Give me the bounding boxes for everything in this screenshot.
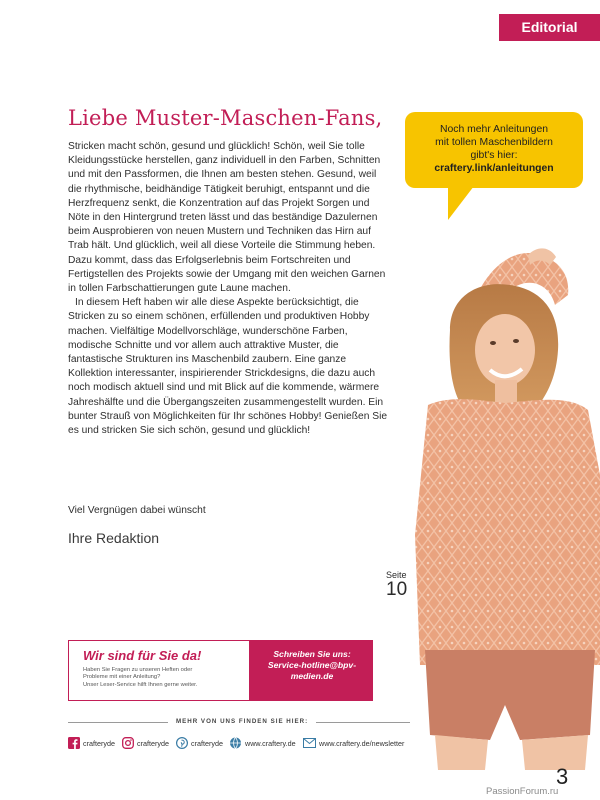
- reader-service-box: [68, 640, 373, 701]
- instructions-link[interactable]: craftery.link/anleitungen: [434, 163, 554, 174]
- instructions-callout: [405, 112, 583, 188]
- pinterest-icon: [176, 737, 188, 749]
- callout-line: mit tollen Maschenbildern: [435, 137, 553, 148]
- more-heading-text: MEHR VON UNS FINDEN SIE HIER:: [176, 718, 309, 725]
- more-from-us-heading: [68, 718, 410, 728]
- paragraph: In diesem Heft haben wir alle diese Aspekte berücksichtigt, die Stricken zu so einem schönen, erfüllenden und produktiven Hobby machen. Vielfältige Modellvorschläge, wunderschöne Farben, modische Schnitte und vor allem auch attraktive Muster, die fantastische Strukturen ins Maschenbild zaubern. Eine ganze Kollektion interessanter, inspirierender Strickdesigns, die dazu auch noch modisch aktuell sind und mit Blick auf die kommende, wärmere Jahreshälfte und die Übergangszeiten zusammengestellt wurden. Ein bunter Strauß von Möglichkeiten für Ihr schönes Hobby! Genießen Sie es und stricken Sie sich schön, gesund und glücklich!: [68, 297, 388, 437]
- service-desc-line: Unser Leser-Service hilft Ihnen gerne weiter.: [83, 681, 198, 688]
- divider-line: [316, 722, 410, 723]
- social-newsletter[interactable]: [303, 736, 404, 750]
- social-label: crafteryde: [137, 738, 169, 748]
- callout-line: gibt's hier:: [470, 150, 518, 161]
- service-description: [83, 667, 223, 689]
- mail-icon: [305, 679, 323, 691]
- social-website[interactable]: [229, 736, 296, 750]
- service-desc-line: Probleme mit einer Anleitung?: [83, 674, 161, 681]
- page-reference-label: Seite: [386, 570, 407, 580]
- service-desc-line: Haben Sie Fragen zu unseren Heften oder: [83, 667, 193, 673]
- service-title: Wir sind für Sie da!: [83, 648, 202, 663]
- closing-line: Viel Vergnügen dabei wünscht: [68, 505, 206, 516]
- paragraph: Stricken macht schön, gesund und glücklich! Schön, weil Sie tolle Kleidungsstücke herstellen, ganz individuell in den Farben, Schnitten und mit den Passformen, die Ihnen am besten stehen. Gesund, weil die rhythmische, beidhändige Tätigkeit beruhigt, entspannt und die Herzfrequenz senkt, die Konzentration auf das Projekt Sorgen und Nöte in den Hintergrund treten lässt und das beständige Dazulernen beim Ausprobieren von neuen Mustern und Techniken das Hirn auf Trab hält. Und glücklich, weil all diese Vorteile die Stimmung heben. Dazu kommt, dass das Erfolgserlebnis beim Fortschreiten und Fertigstellen des Projekts sowie der Umgang mit den weichen Garnen in tollen Farbschattierungen gute Laune machen.: [68, 141, 386, 295]
- divider-line: [68, 722, 168, 723]
- facebook-icon: [68, 737, 80, 749]
- newsletter-icon: [303, 738, 316, 748]
- social-label: www.craftery.de/newsletter: [319, 738, 405, 748]
- page-reference-number: 10: [386, 579, 408, 600]
- editorial-text: [68, 140, 390, 438]
- model-photo: [410, 235, 600, 770]
- page-reference[interactable]: [386, 570, 407, 599]
- instagram-icon: [122, 737, 134, 749]
- social-facebook[interactable]: [68, 736, 115, 750]
- social-label: crafteryde: [83, 738, 115, 748]
- service-email[interactable]: Service-hotline@bpv-: [267, 660, 357, 670]
- social-label: crafteryde: [191, 738, 223, 748]
- service-info: [69, 641, 249, 700]
- watermark: PassionForum.ru: [486, 786, 559, 797]
- service-contact[interactable]: [249, 641, 373, 700]
- signature: Ihre Redaktion: [68, 530, 160, 546]
- service-cta-line: Schreiben Sie uns:: [273, 649, 351, 659]
- page-number: 3: [556, 764, 569, 789]
- social-pinterest[interactable]: [176, 736, 223, 750]
- page-title: Liebe Muster-Maschen-Fans,: [68, 106, 383, 130]
- social-instagram[interactable]: [122, 736, 169, 750]
- social-links: [68, 736, 413, 750]
- callout-tail: [448, 186, 474, 220]
- section-tag: Editorial: [499, 14, 600, 41]
- social-label: www.craftery.de: [245, 738, 296, 748]
- callout-line: Noch mehr Anleitungen: [439, 124, 548, 135]
- service-email[interactable]: medien.de: [290, 671, 334, 681]
- web-icon: [229, 737, 242, 749]
